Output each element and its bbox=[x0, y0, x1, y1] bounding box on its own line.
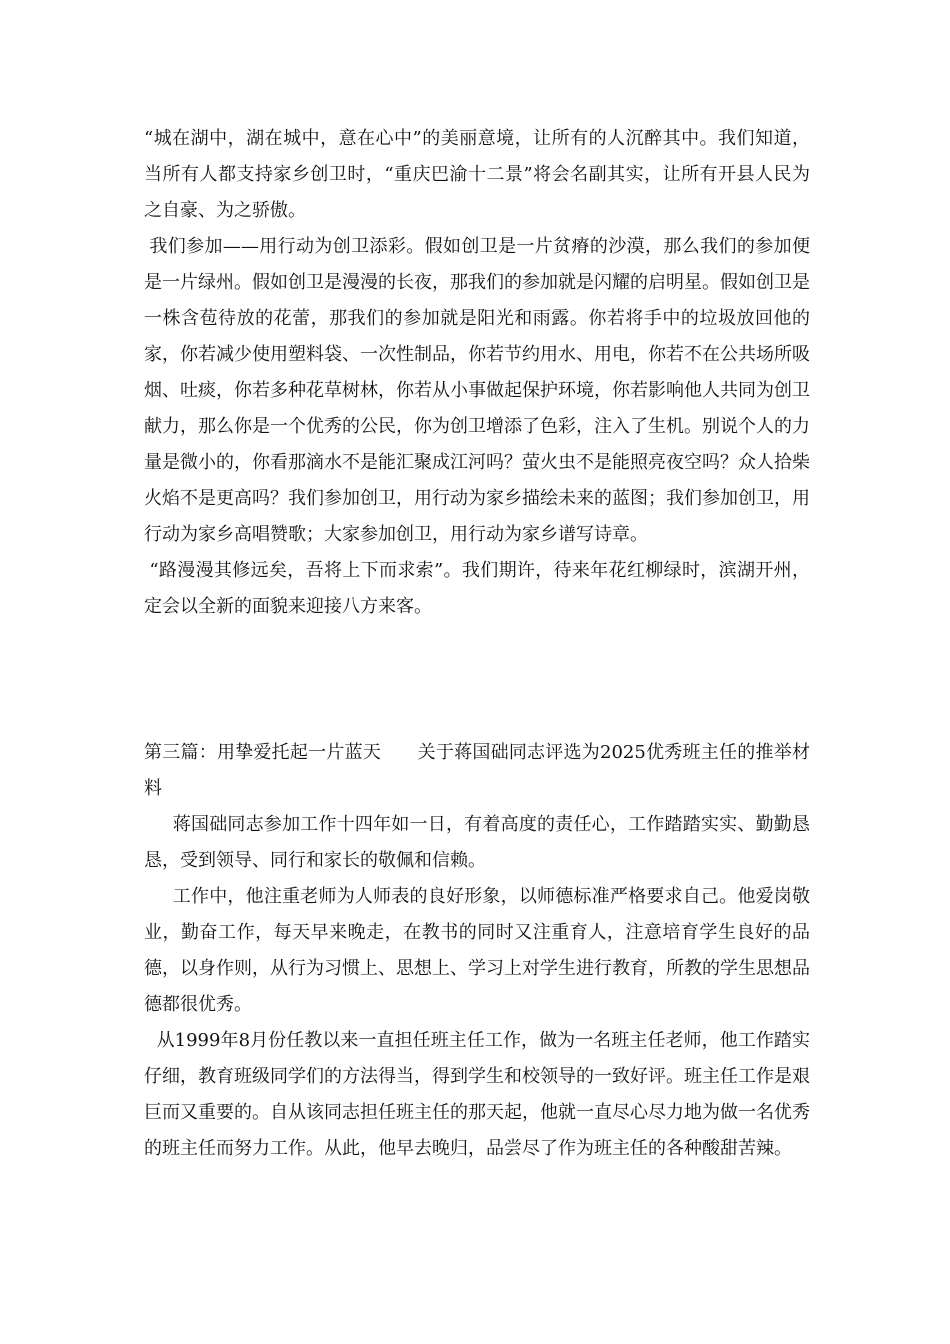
paragraph-long-road: “路漫漫其修远矣，吾将上下而求索”。我们期许，待来年花红柳绿时，滨湖开州，定会以全新的面貌来迎接八方来客。 bbox=[144, 560, 810, 617]
paragraph-class-teacher-since-1999: 从1999年8月份任教以来一直担任班主任工作，做为一名班主任老师，他工作踏实仔细，教育班级同学们的方法得当，得到学生和校领导的一致好评。班主任工作是艰巨而又重要的。自从该同志担任班主任的那天起，他就一直尽心尽力地为做一名优秀的班主任而努力工作。从此，他早去晚归，品尝尽了作为班主任的各种酸甜苦辣。 bbox=[144, 1030, 810, 1159]
paragraph-work-fourteen-years: 蒋国础同志参加工作十四年如一日，有着高度的责任心，工作踏踏实实、勤勤恳恳，受到领导、同行和家长的敬佩和信赖。 bbox=[144, 814, 810, 871]
section-three-heading: 第三篇：用挚爱托起一片蓝天 关于蒋国础同志评选为2025优秀班主任的推举材料 bbox=[144, 742, 810, 799]
paragraph-city-in-lake: “城在湖中，湖在城中，意在心中”的美丽意境，让所有的人沉醉其中。我们知道，当所有人都支持家乡创卫时，“重庆巴渝十二景”将会名副其实，让所有开县人民为之自豪、为之骄傲。 bbox=[144, 128, 810, 221]
section-three-text bbox=[144, 735, 810, 1167]
section-one-text bbox=[144, 121, 810, 625]
paragraph-teacher-ethics: 工作中，他注重老师为人师表的良好形象，以师德标准严格要求自己。他爱岗敬业，勤奋工作，每天早来晚走，在教书的同时又注重育人，注意培育学生良好的品德，以身作则，从行为习惯上、思想上、学习上对学生进行教育，所教的学生思想品德都很优秀。 bbox=[144, 886, 810, 1015]
paragraph-participate-action: 我们参加——用行动为创卫添彩。假如创卫是一片贫瘠的沙漠，那么我们的参加便是一片绿州。假如创卫是漫漫的长夜，那我们的参加就是闪耀的启明星。假如创卫是一株含苞待放的花蕾，那我们的参加就是阳光和雨露。你若将手中的垃圾放回他的家，你若减少使用塑料袋、一次性制品，你若节约用水、用电，你若不在公共场所吸烟、吐痰，你若多种花草树林，你若从小事做起保护环境，你若影响他人共同为创卫献力，那么你是一个优秀的公民，你为创卫增添了色彩，注入了生机。别说个人的力量是微小的，你看那滴水不是能汇聚成江河吗？萤火虫不是能照亮夜空吗？众人拾柴火焰不是更高吗？我们参加创卫，用行动为家乡描绘未来的蓝图；我们参加创卫，用行动为家乡高唱赞歌；大家参加创卫，用行动为家乡谱写诗章。 bbox=[144, 236, 810, 545]
